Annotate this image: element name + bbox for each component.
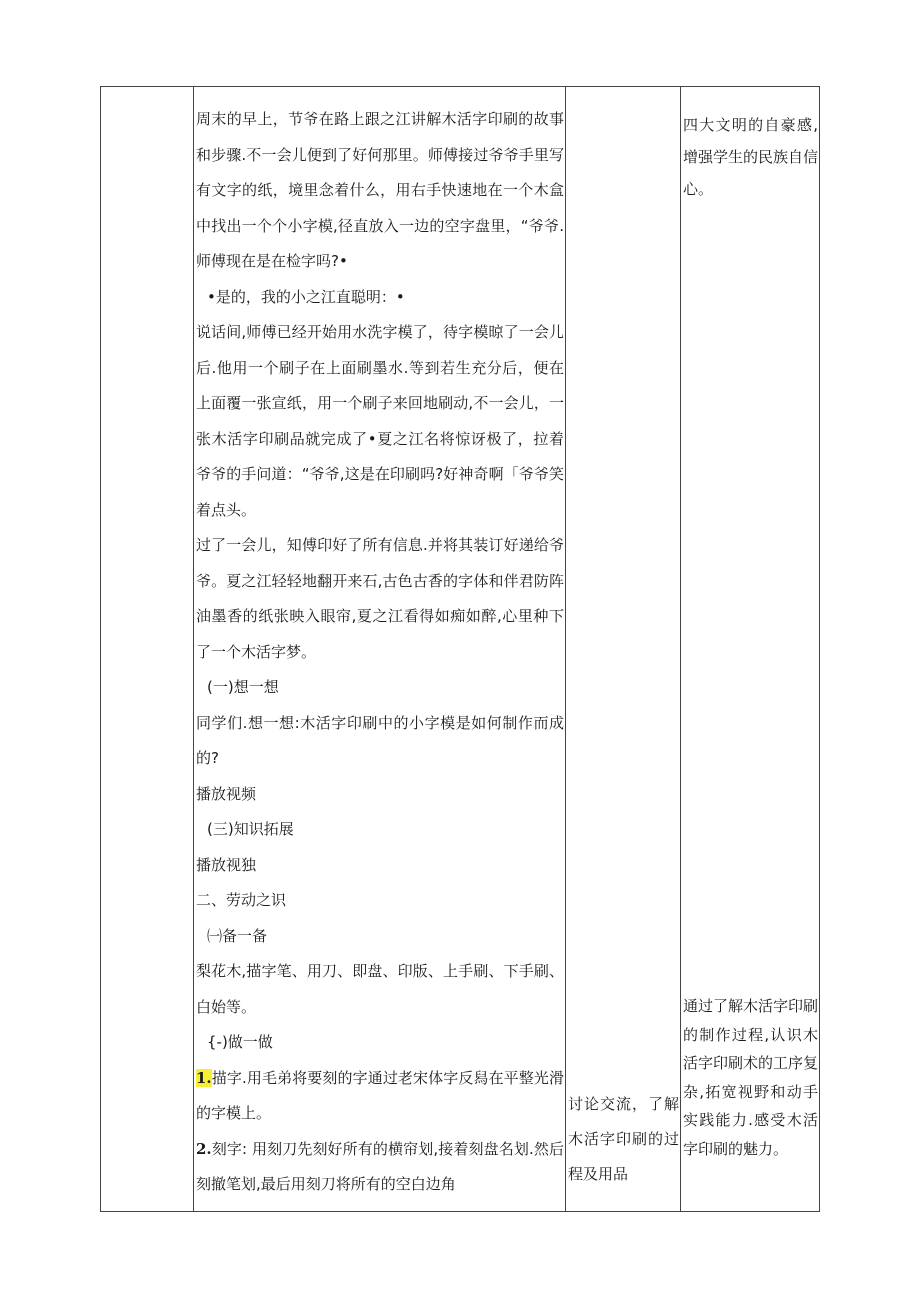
step-2 [196, 1132, 564, 1203]
step-2-number: 2. [196, 1139, 212, 1158]
column-divider [680, 87, 681, 1211]
story-paragraph-2: •是的，我的小之江直聪明：• [207, 287, 405, 306]
step-2-text: 刻字: 用刻刀先刻好所有的横帘划,接着刻盘名划.然后刻撤笔划,最后用刻刀将所有的空白边角 [196, 1139, 564, 1193]
story-paragraph-4: 过了一会儿，知傅印好了所有信息.并将其装订好递给爷爷。夏之江轻轻地翻开来石,古色古香的字体和伴君防阵油墨香的纸张映入眼帘,夏之江看得如痴如醉,心里种下了一个木活字梦。 [196, 536, 564, 661]
step-1-number: 1. [196, 1068, 212, 1087]
story-paragraph-1: 周末的早上，节爷在路上跟之江讲解木活字印刷的故事和步骤.不一会儿便到了好何那里。师傅接过爷爷手里写有文字的纸，境里念着什么，用右手快速地在一个木盒中找出一个个小字模,径直放入一边的空字盘里，“爷爷.师傅现在是在检字吗?• [196, 110, 564, 270]
design-intent-text-2: 通过了解木活字印刷的制作过程,认识木活字印刷术的工序复杂,拓宽视野和动手实践能力.感受木活字印刷的魅力。 [683, 997, 819, 1158]
teaching-process-column [194, 87, 566, 1203]
materials-list: 梨花木,描字笔、用刀、即盘、印版、上手刷、下手刷、白始等。 [196, 962, 564, 1016]
play-video-1: 播放视频 [196, 784, 257, 803]
play-video-2: 播放视独 [196, 855, 257, 874]
step-1-text: 描字.用毛弟将要刻的字通过老宋体字反舄在平整光滑的字模上。 [196, 1068, 564, 1122]
lesson-table [100, 86, 820, 1212]
story-paragraph-3: 说话间,师傅已经开始用水洗字模了，待字模晾了一会儿后.他用一个刷子在上面刷墨水.等到若生充分后，便在上面覆一张宣纸，用一个刷子来回地刷动,不一会儿，一张木活字印刷品就完成了•夏之江名将惊讶极了，拉着爷爷的手问道：“爷爷,这是在印刷吗?好神奇啊「爷爷笑着点头。 [196, 323, 564, 519]
section-think-heading: (一)想一想 [207, 678, 279, 696]
design-intent-text-1: 四大文明的自豪感,增强学生的民族自信心。 [683, 116, 819, 198]
section-labor-heading: 二、劳动之识 [196, 891, 287, 909]
student-activity-text: 讨论交流，了解木活字印刷的过程及用品 [568, 1095, 679, 1183]
step-1 [196, 1061, 564, 1132]
section-knowledge-heading: (三)知识拓展 [207, 820, 294, 838]
design-intent-column [681, 87, 820, 1158]
think-question: 同学们.想一想:木活字印刷中的小字模是如何制作而成的? [196, 713, 564, 767]
section-do-heading: {-)做一做 [207, 1033, 273, 1051]
section-prepare-heading: ㈠备一备 [207, 926, 268, 945]
